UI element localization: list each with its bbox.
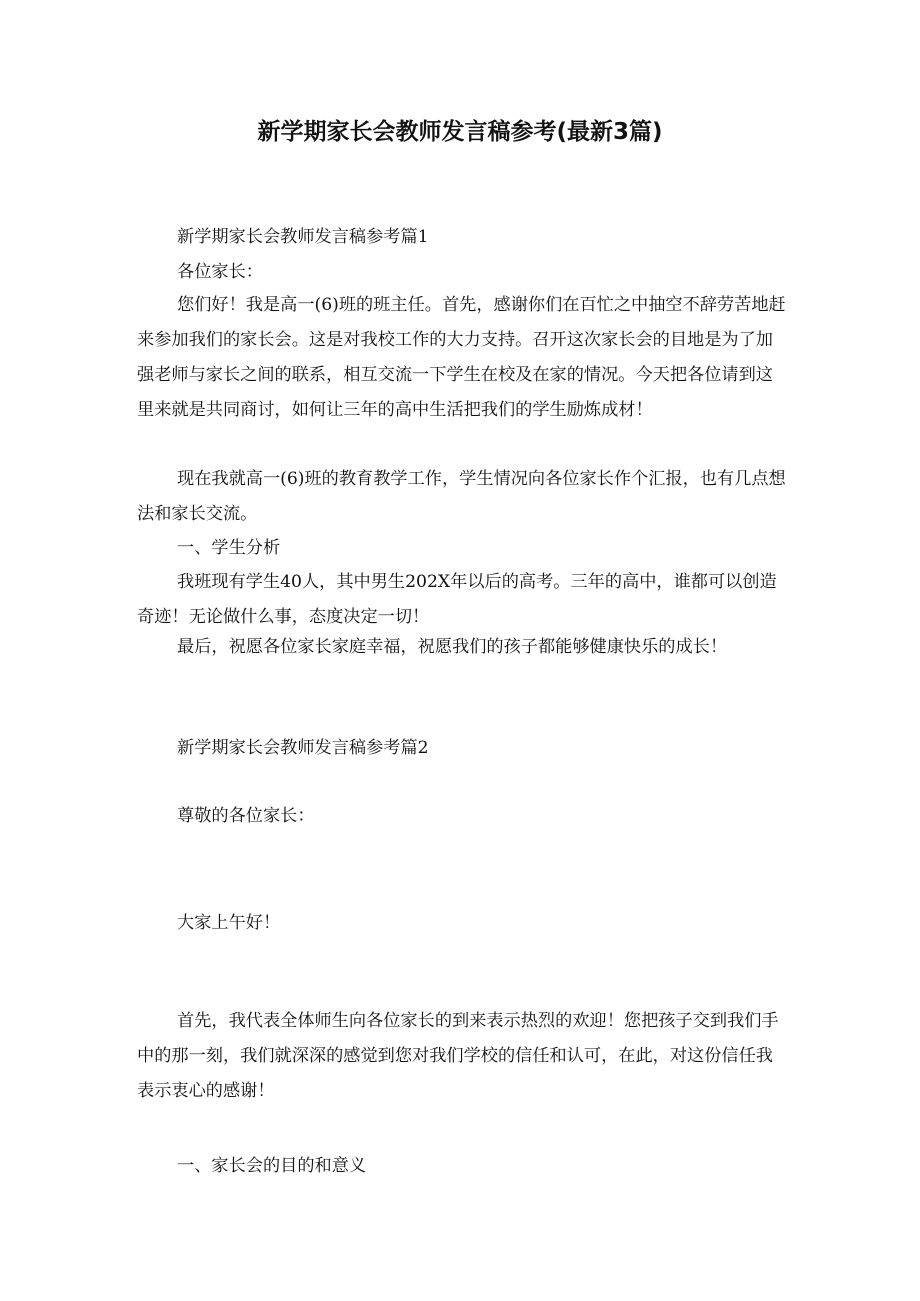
subheading-meeting-purpose: 一、家长会的目的和意义	[177, 1156, 367, 1176]
greeting-1: 各位家长：	[177, 262, 263, 282]
paragraph-welcome: 首先，我代表全体师生向各位家长的到来表示热烈的欢迎！您把孩子交到我们手中的那一刻，我们就深深的感觉到您对我们学校的信任和认可，在此，对这份信任我表示衷心的感谢！	[137, 1011, 779, 1101]
subheading-student-analysis: 一、学生分析	[177, 538, 281, 558]
paragraph-closing: 最后，祝愿各位家长家庭幸福，祝愿我们的孩子都能够健康快乐的成长！	[177, 637, 728, 657]
greeting-2: 尊敬的各位家长：	[177, 806, 315, 826]
section-heading-2: 新学期家长会教师发言稿参考篇2	[177, 738, 429, 758]
section-heading-1: 新学期家长会教师发言稿参考篇1	[177, 227, 429, 247]
paragraph-report: 现在我就高一(6)班的教育教学工作，学生情况向各位家长作个汇报，也有几点想法和家长交流。	[137, 469, 786, 524]
paragraph-good-morning: 大家上午好！	[177, 913, 281, 933]
document-title: 新学期家长会教师发言稿参考(最新3篇)	[257, 119, 663, 145]
paragraph-student-analysis: 我班现有学生40人，其中男生202X年以后的高考。三年的高中，谁都可以创造奇迹！无论做什么事，态度决定一切！	[137, 572, 777, 627]
paragraph-intro: 您们好！我是高一(6)班的班主任。首先，感谢你们在百忙之中抽空不辞劳苦地赶来参加我们的家长会。这是对我校工作的大力支持。召开这次家长会的目地是为了加强老师与家长之间的联系，相互交流一下学生在校及在家的情况。今天把各位请到这里来就是共同商讨，如何让三年的高中生活把我们的学生励炼成材！	[137, 295, 786, 420]
